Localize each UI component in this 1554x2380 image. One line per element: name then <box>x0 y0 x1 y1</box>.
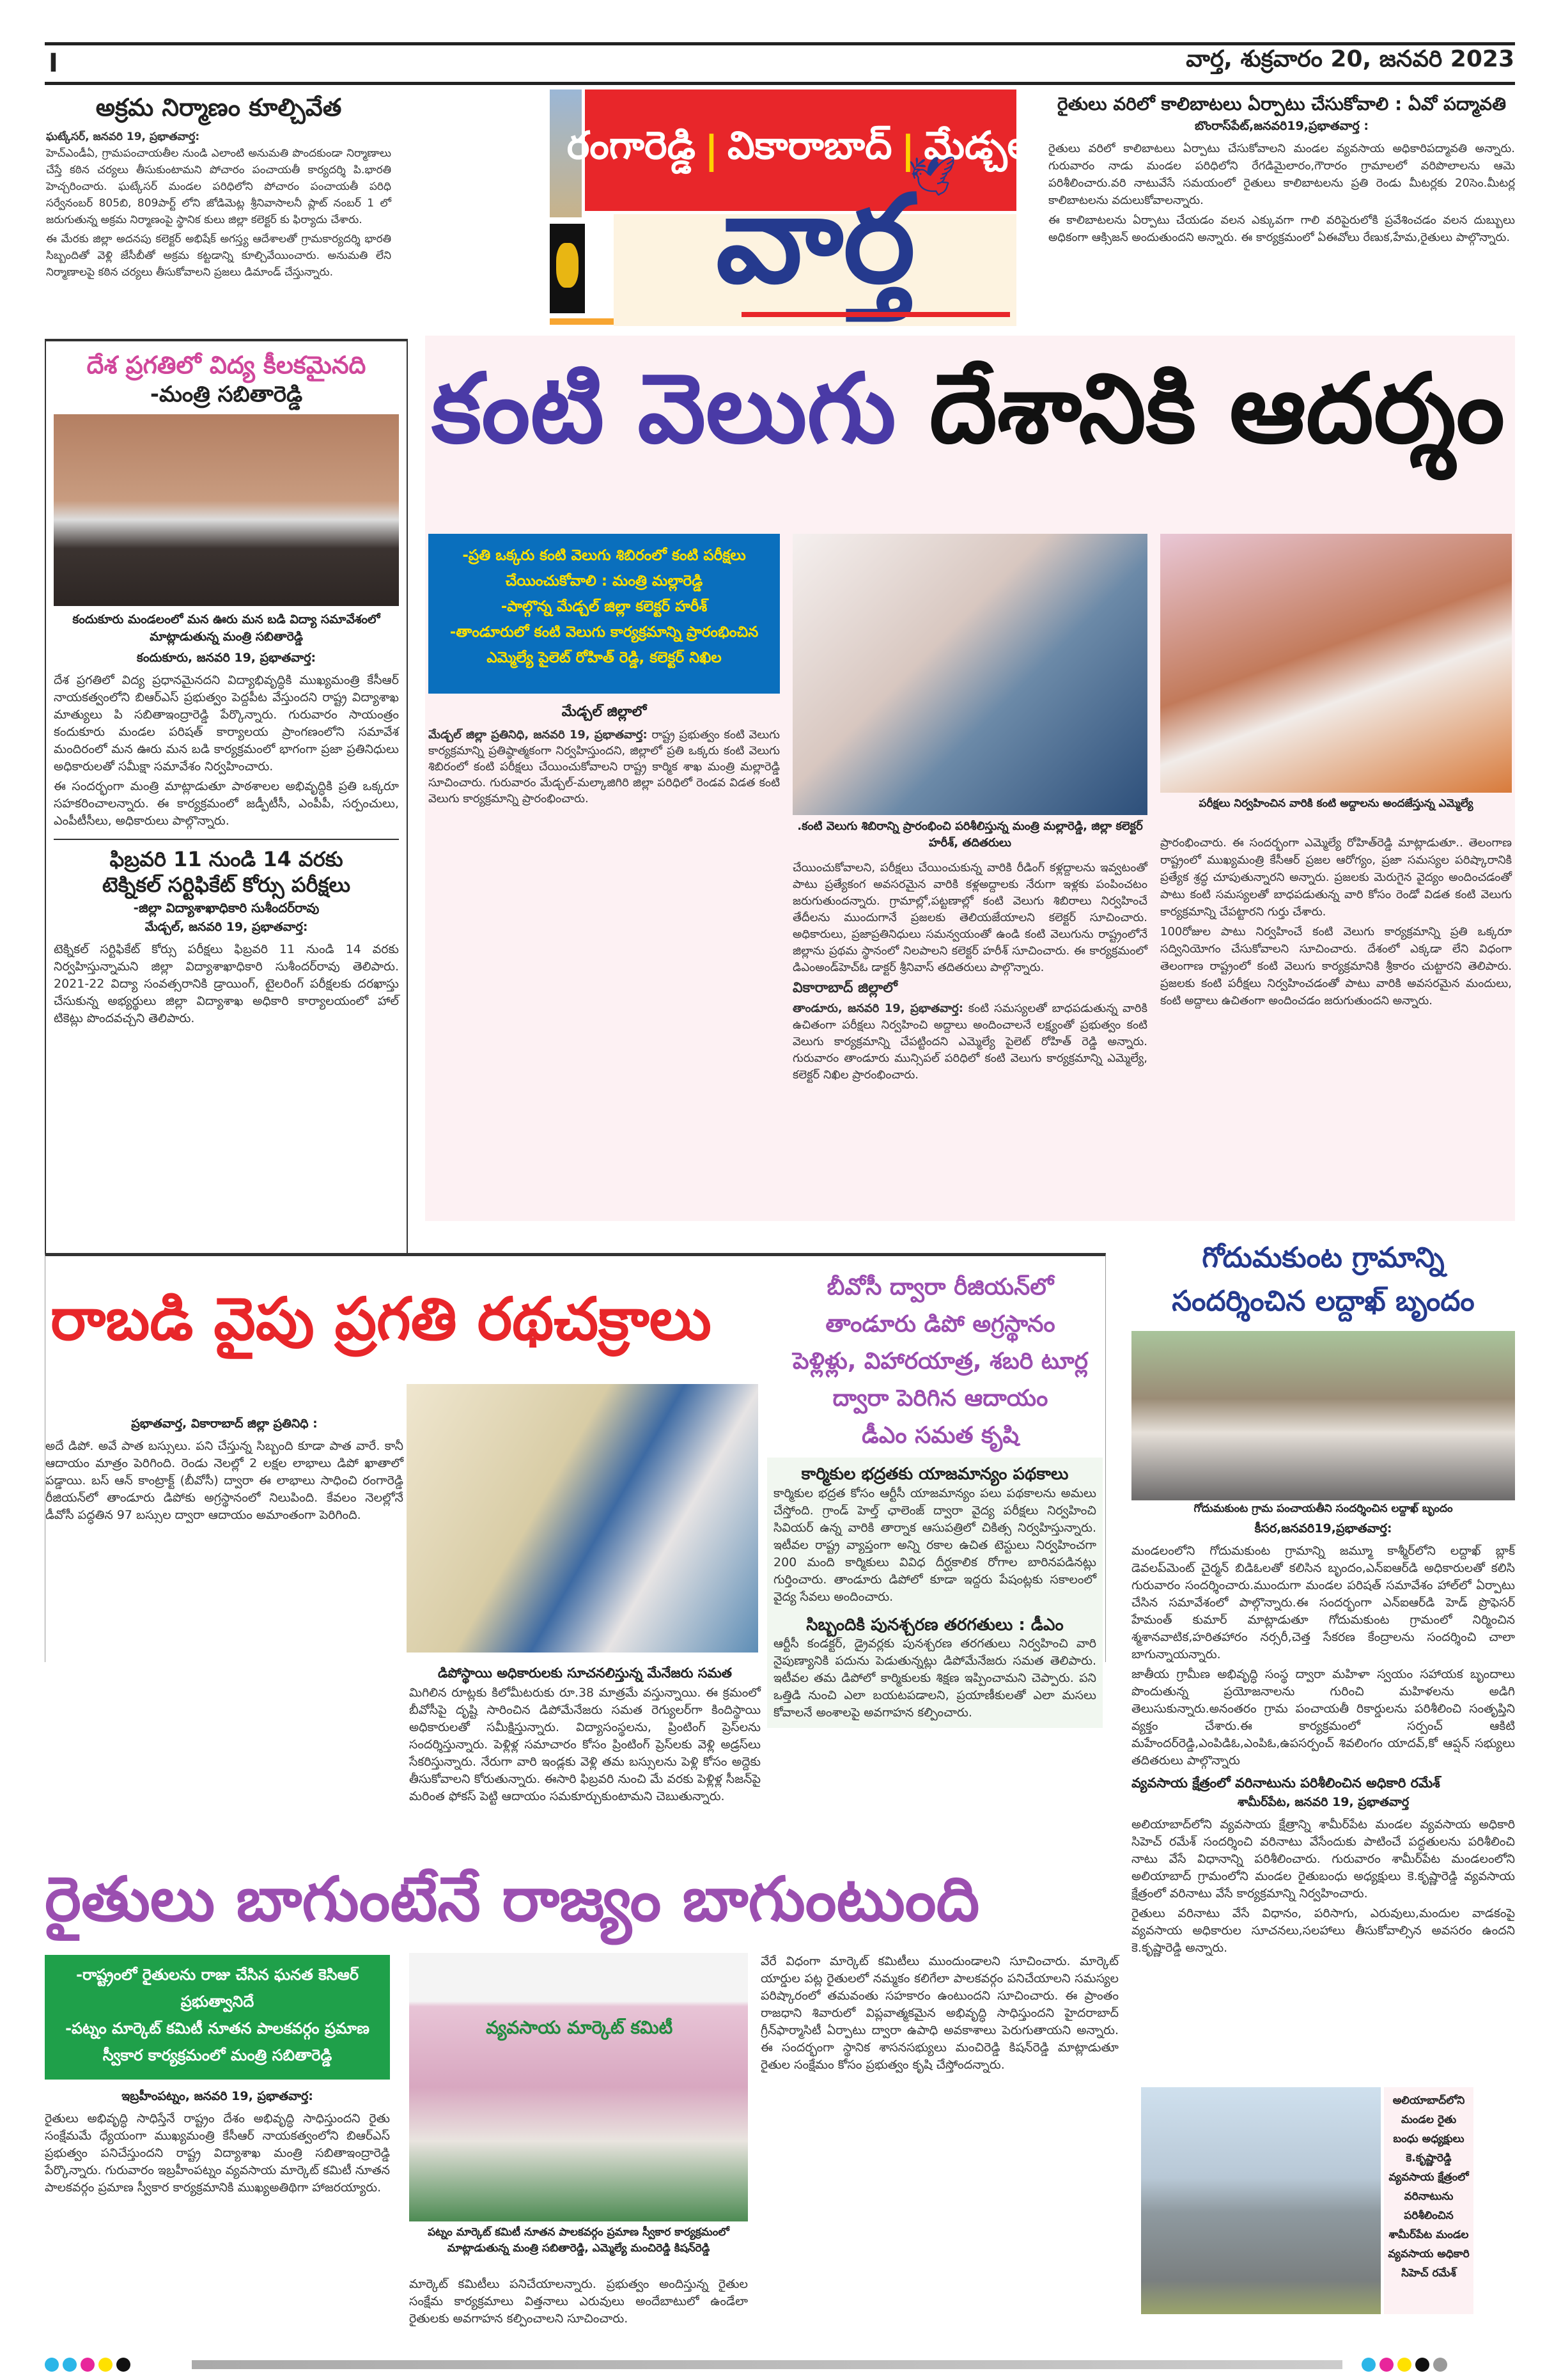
highlights: బీవోసీ ద్వారా రీజియన్‌లో తాండూరు డిపో అగ్రస్థానం పెళ్లిళ్లు, విహారయాత్ర, శబరి టూర్ల ద్వారా పెరిగిన ఆదాయం డీఎం సమత కృషి <box>792 1274 1089 1449</box>
story-para: ఈ కాలిబాటలను ఏర్పాటు చేయడం వలన ఎక్కువగా గాలి వరిపైరులోకి ప్రవేశించడం వలన దుబ్బులు అధికంగా ఆక్సిజన్ అందుతుందని అన్నారు. ఈ కార్యక్రమంలో ఏఈవోలు రేణుక,హేమ,రైతులు పాల్గొన్నారు. <box>1048 214 1515 244</box>
highlights-box: -రాష్ట్రంలో రైతులను రాజు చేసిన ఘనత కెసిఆర్ ప్రభుత్వానిదే -పట్నం మార్కెట్ కమిటీ నూతన పాలకవర్గం ప్రమాణ స్వీకార కార్యక్రమంలో మంత్రి సబితారెడ్డి <box>45 1955 390 2080</box>
story-title: రైతులు వరిలో కాలిబాటలు ఏర్పాటు చేసుకోవాలి : ఏవో పద్మావతి <box>1057 93 1506 114</box>
story-para: మండలంలోని గోదుమకుంట గ్రామాన్ని జమ్మూ కాశ్మీర్‌లోని లద్దాఖ్ బ్లాక్ డెవలప్‌మెంట్ చైర్మన్ బిడిఓలతో కలిసిన బృందం,ఎన్ఐఆర్‌డి అధికారులతో కలిసి గురువారం సందర్శించారు.ముందుగా మండల పరిషత్ సమావేశం హాల్‌లో ఏర్పాటు చేసిన సమావేశంలో పాల్గొన్నారు.ఈ సందర్భంగా ఎన్ఐఆర్‌డి హెడ్ ప్రొఫెసర్ హేమంత్ కుమార్ మాట్లాడుతూ గోదుమకుంట గ్రామంలో నిర్మించిన శ్మశానవాటిక,హరితహారం నర్సరీ,చెత్త సేకరణ కేంద్రాలను సందర్శించి చాలా బాగున్నాయన్నారు. <box>1131 1544 1515 1661</box>
depot-photo <box>407 1384 758 1653</box>
story-exams <box>54 839 399 1027</box>
deity-photo <box>550 224 585 313</box>
meeting-photo <box>54 414 399 606</box>
paddy-photo <box>1141 2087 1381 2314</box>
story-title: అక్రమ నిర్మాణం కూల్చివేత <box>95 93 342 121</box>
story-para: చేయించుకోవాలని, పరీక్షలు చేయించుకున్న వారికి రీడింగ్ కళ్లద్దాలను ఇవ్వటంతో పాటు ప్రత్యేకంగ అవసరమైన వారికి కళ్లఅద్దాలకు నేరుగా ఇళ్లకు పంపించటం జరుగుతుందన్నారు. గ్రామాల్లో,పట్టణాల్లో కంటి వెలుగు శిబిరాలు నిర్వహించే తేదీలను ముందుగానే ప్రజలకు తెలియజేయాలని కలెక్టర్ సూచించారు. అధికారులు, ప్రజాప్రతినిధులు సమన్వయంతో ఉండి కంటి వెలుగును రాష్ట్రంలోనే జిల్లాను ప్రథమ స్థానంలో నిలపాలని కలెక్టర్ హరీశ్ సూచించారు. ఈ కార్యక్రమంలో డిఎంఅండ్‌హెచ్ఓ డాక్టర్ శ్రీనివాస్ తదితరులు పాల్గొన్నారు. <box>793 861 1147 974</box>
vaartha-logo: వార్త <box>716 169 915 310</box>
story-dateline: ప్రభాతవార్త, వికారాబాద్ జిల్లా ప్రతినిధి : <box>131 1417 318 1431</box>
story-para: కార్మికుల భద్రత కోసం ఆర్టీసీ యాజమాన్యం పలు పథకాలను అమలు చేస్తోంది. గ్రాండ్ హెల్త్ ఛాలెంజ్ ద్వారా వైద్య పరీక్షలు నిర్వహించి సివియర్ ఉన్న వారికి తార్నాక ఆసుపత్రిలో చికిత్స నిర్వహిస్తున్నారు. ఇటీవల రాష్ట్ర వ్యాప్తంగా అన్ని రకాల ఉచిత టెస్టులు నిర్వహించగా 200 మంది కార్మికులు వివిధ దీర్ఘకాలిక రోగాల బారినపడినట్లు గుర్తించారు. తాండూరు డిపోలో కూడా ఇద్దరు పేషంట్లకు సకాలంలో వైద్య సేవలు అందించారు. <box>773 1486 1096 1604</box>
section-label: మేడ్చల్ జిల్లాలో <box>561 704 647 720</box>
story-para: ప్రారంభించారు. ఈ సందర్భంగా ఎమ్మెల్యే రోహిత్‌రెడ్డి మాట్లాడుతూ.. తెలంగాణ రాష్ట్రంలో ముఖ్యమంత్రి కేసీఆర్ ప్రజల ఆరోగ్యం, ప్రజా సమస్యల పరిష్కారానికి ప్రత్యేక శ్రద్ధ చూపుతున్నారని అన్నారు. ప్రజలకు మెరుగైన వైద్యం అందించడంతో పాటు కంటి సమస్యలతో బాధపడుతున్న వారి కోసం రెండో విడత కంటి వెలుగు కార్యక్రమాన్ని చేపట్టారని గుర్తు చేశారు. <box>1160 836 1512 919</box>
story-para: అలియాబాద్‌లోని వ్యవసాయ క్షేత్రాన్ని శామీర్‌పేట మండల వ్యవసాయ అధికారి సిహెచ్ రమేశ్ సందర్శించి వరినాటు వేసేందుకు పాటించే పద్ధతులను పరిశీలించి నాటు వేసే విధానాన్ని పరిశీలించారు. గురువారం శామీర్‌పేట మండలంలోని అలియాబాద్ గ్రామంలోని మండల రైతుబంధు అధ్యక్షులు కె.కృష్ణారెడ్డి వ్యవసాయ క్షేత్రంలో వరినాటు వేసే కార్యక్రమాన్ని నిర్వహించారు. <box>1131 1817 1515 1901</box>
story-title: గోదుమకుంట గ్రామాన్ని సందర్శించిన లద్దాఖ్ బృందం <box>1172 1241 1475 1318</box>
story-para: మార్కెట్ కమిటీలు పనిచేయాలన్నారు. ప్రభుత్వం అందిస్తున్న రైతుల సంక్షేమ కార్యక్రమాలు విత్తనాలు ఎరువులు అందేబాటులో ఉండేలా రైతులకు అవగాహన కల్పించాలని సూచించారు. <box>409 2277 748 2326</box>
photo-caption: పట్నం మార్కెట్ కమిటీ నూతన పాలకవర్గం ప్రమాణ స్వీకార కార్యక్రమంలో మాట్లాడుతున్న మంత్రి సబితారెడ్డి, ఎమ్మెల్యే మంచిరెడ్డి కిషన్‌రెడ్డి <box>428 2226 729 2255</box>
story-para: ఈ సందర్భంగా మంత్రి మాట్లాడుతూ పాఠశాలల అభివృద్ధికి ప్రతి ఒక్కరూ సహకరించాలన్నారు. ఈ కార్యక్రమంలో జడ్పీటీసీ, ఎంపీపీ, సర్పంచులు, ఎంపీటీసీలు, అధికారులు పాల్గొన్నారు. <box>54 779 399 828</box>
district-vikarabad: వికారాబాద్ <box>727 123 892 168</box>
story-para: జాతీయ గ్రామీణ అభివృద్ధి సంస్థ ద్వారా మహిళా స్వయం సహాయక బృందాలు పొందుతున్న ప్రయోజనాలను గురించి మహిళలను అడిగి తెలుసుకున్నారు.అనంతరం గ్రామ పంచాయతీ రికార్డులను పరిశీలించి సంతృప్తిని వ్యక్తం చేశారు.ఈ కార్యక్రమంలో సర్పంచ్ ఆకిటి మహేందర్‌రెడ్డి,ఎంపిడిఓ,ఎంపిఓ,ఉపసర్పంచ్ శివలింగం యాదవ్,కో ఆప్షన్ సభ్యులు తదితరులు పాల్గొన్నారు <box>1131 1667 1515 1768</box>
story-dateline: బొంరాస్‌పేట్,జనవరి19,ప్రభాతవార్త : <box>1195 119 1369 133</box>
district-banner: రంగారెడ్డి | వికారాబాద్ | మేడ్చల్ <box>585 89 1016 211</box>
photo-caption: డిపోస్థాయి అధికారులకు సూచనలిస్తున్న మేనేజరు సమత <box>437 1665 732 1681</box>
header-rule-bottom <box>45 82 1515 85</box>
kanti-photo-2 <box>1160 534 1512 793</box>
photo-caption: .కంటి వెలుగు శిబిరాన్ని ప్రారంభించి పరిశీలిస్తున్న మంత్రి మల్లారెడ్డి, జిల్లా కలెక్టర్ హరీశ్, తదితరులు <box>797 820 1143 850</box>
ladakh-photo <box>1131 1331 1515 1500</box>
story-para: టెక్నికల్ సర్టిఫికేట్ కోర్సు పరీక్షలు ఫిబ్రవరి 11 నుండి 14 వరకు నిర్వహిస్తున్నామని జిల్లా విద్యాశాఖాధికారి సుశీందర్‌రావు తెలిపారు. 2021-22 విద్యా సంవత్సరానికి డ్రాయింగ్, టైలరింగ్ పరీక్షలకు దరఖాస్తు చేసుకున్న అభ్యర్థులు జిల్లా విద్యాశాఖ అధికారి కార్యాలయంలో హాల్ టికెట్లు పొందవచ్చని తెలిపారు. <box>54 942 399 1025</box>
story-ladakh <box>1131 1227 1515 1959</box>
story-education <box>45 339 408 1256</box>
story-para: రాష్ట్ర ప్రభుత్వం కంటి వెలుగు కార్యక్రమాన్ని ప్రతిష్ఠాత్మకంగా నిర్వహిస్తుందని, జిల్లాలో ప్రతి ఒక్కరు కంటి వెలుగు శిబిరంలో కంటి పరీక్షలు చేయించుకోవాలని రాష్ట్ర కార్మిక శాఖ మంత్రి మల్లారెడ్డి సూచించారు. గురువారం మేడ్చల్-మల్కాజిగిరి జిల్లా పరిధిలో రెండవ విడత కంటి వెలుగు కార్యక్రమాన్ని ప్రారంభించారు. <box>428 728 780 805</box>
story-para: మిగిలిన రూట్లకు కిలోమీటరుకు రూ.38 మాత్రమే వస్తున్నాయి. ఈ క్రమంలో బీవోసీపై దృష్టి సారించిన డిపోమేనేజరు సమత రెగ్యులర్‌గా కిందిస్థాయి అధికారులతో సమీక్షిస్తున్నారు. విద్యాసంస్థలను, ప్రింటింగ్ ప్రెస్‌లను సందర్శిస్తున్నారు. పెళ్లిళ్ల సమాచారం కోసం ప్రింటింగ్ ప్రెస్‌లకు వెళ్లి అడ్రస్‌లు సేకరిస్తున్నారు. నేరుగా వారి ఇండ్లకు వెళ్లి తమ బస్సులను పెళ్లి కోసం అద్దెకు తీసుకోవాలని కోరుతున్నారు. ఈసారి ఫిబ్రవరి నుంచి మే వరకు పెళ్లిళ్ల సీజన్‌పై మరింత ఫోకస్ పెట్టి ఆదాయం సమకూర్చుకుంటామని చెబుతున్నారు. <box>409 1686 761 1803</box>
dateline-header: వార్త, శుక్రవారం 20, జనవరి 2023 <box>1186 46 1514 72</box>
masthead <box>550 89 1035 326</box>
sub-title: కార్మికుల భద్రతకు యాజమాన్యం పథకాలు <box>801 1465 1069 1484</box>
section-label: వికారాబాద్ జిల్లాలో <box>793 980 897 996</box>
story-demolition <box>46 93 391 283</box>
story-title: దేశ ప్రగతిలో విద్య కీలకమైనది <box>86 351 366 379</box>
sub-title: సిబ్బందికి పునశ్చరణ తరగతులు : డీఎం <box>806 1615 1064 1635</box>
story-dateline: ఇబ్రహీంపట్నం, జనవరి 19, ప్రభాతవార్త: <box>121 2089 313 2103</box>
story-para: రైతులు వరిలో కాలిబాటలు ఏర్పాటు చేసుకోవాలని మండల వ్యవసాయ అధికారిపద్మావతి అన్నారు. గురువారం నాడు మండల పరిధిలోని రేగడిమైలారం,గౌరారం గ్రామాలలో వరిపొలాలను ఆమె పరిశీలించారు.వరి నాటువేసే సమయంలో రైతులు కాలిబాటలను ప్రతి రెండు మీటర్లకు 20సెం.మీటర్ల కాలిబాటలను వదులుకోవాలన్నారు. <box>1048 142 1515 207</box>
headline: రాబడి వైపు ప్రగతి రథచక్రాలు <box>51 1285 711 1353</box>
district-medchal: మేడ్చల్ <box>924 123 1035 168</box>
page-marker: I <box>49 49 58 78</box>
highlights-box: -ప్రతి ఒక్కరు కంటి వెలుగు శిబిరంలో కంటి పరీక్షలు చేయించుకోవాలి : మంత్రి మల్లారెడ్డి -పాల్గొన్న మేడ్చల్ జిల్లా కలెక్టర్ హరీశ్ -తాండూరులో కంటి వెలుగు కార్యక్రమాన్ని ప్రారంభించిన ఎమ్మెల్యే పైలెట్ రోహిత్ రెడ్డి, కలెక్టర్ నిఖిల <box>428 534 780 694</box>
story-dateline: మేడ్చల్, జనవరి 19, ప్రభాతవార్త: <box>144 920 308 934</box>
story-title: టెక్నికల్ సర్టిఫికేట్ కోర్సు పరీక్షలు <box>102 873 351 897</box>
dove-icon: 🕊 <box>908 154 957 199</box>
photo-caption: అలియాబాద్‌లోని మండల రైతు బంధు అధ్యక్షులు కె.కృష్ణారెడ్డి వ్యవసాయ క్షేత్రంలో వరినాటును పరిశీలించిన శామీర్‌పేట మండల వ్యవసాయ అధికారి సిహెచ్ రమేశ్ <box>1384 2087 1473 2314</box>
story-para: వేరే విధంగా మార్కెట్ కమిటీలు ముందుండాలని సూచించారు. మార్కెట్ యార్డుల పట్ల రైతులలో నమ్మకం కలిగేలా పాలకవర్గం పనిచేయాలని సమస్యల పరిష్కారంలో తమవంతు సహకారం ఉంటుందని సూచించారు. ఈ ప్రాంతం రాజధాని శివారులో విప్లవాత్మకమైన అభివృద్ధి సాధిస్తుందని హైదరాబాద్ గ్రీన్‌ఫార్మాసిటీ ఏర్పాటు ద్వారా ఉపాధి అవకాశాలు పెరుగుతాయని అన్నారు. ఈ సందర్భంగా స్థానిక శాసనసభ్యులు మంచిరెడ్డి కిషన్‌రెడ్డి మాట్లాడుతూ రైతుల సంక్షేమం కోసం ప్రభుత్వం కృషి చేస్తోందన్నారు. <box>761 1954 1119 2072</box>
story-kanti-velugu: కంటి వెలుగు దేశానికి ఆదర్శం -ప్రతి ఒక్కరు కంటి వెలుగు శిబిరంలో కంటి పరీక్షలు చేయించుకోవాలి : మంత్రి మల్లారెడ్డి -పాల్గొన్న మేడ్చల్ జిల్లా కలెక్టర్ హరీశ్ -తాండూరులో కంటి వెలుగు కార్యక్రమాన్ని ప్రారంభించిన ఎమ్మెల్యే పైలెట్ రోహిత్ రెడ్డి, కలెక్టర్ నిఖిల మేడ్చల్ జిల్లాలో మేడ్చల్ జిల్లా ప్రతినిధి, జనవరి 19, ప్రభాతవార్త: రాష్ట్ర ప్రభుత్వం కంటి వెలుగు కార్యక్రమాన్ని ప్రతిష్ఠాత్మకంగా నిర్వహిస్తుందని, జిల్లాలో ప్రతి ఒక్కరు కంటి వెలుగు శిబిరంలో కంటి పరీక్షలు చేయించుకోవాలని రాష్ట్ర కార్మిక శాఖ మంత్రి మల్లారెడ్డి సూచించారు. గురువారం మేడ్చల్-మల్కాజిగిరి జిల్లా పరిధిలో రెండవ విడత కంటి వెలుగు కార్యక్రమాన్ని ప్రారంభించారు. .కంటి వెలుగు శిబిరాన్ని ప్రారంభించి పరిశీలిస్తున్న మంత్రి మల్లారెడ్డి, జిల్లా కలెక్టర్ హరీశ్, తదితరులు పరీక్షలు నిర్వహించిన వారికి కంటి అద్దాలను అందజేస్తున్న ఎమ్మెల్యే చేయించుకోవాలని, పరీక్షలు చేయించుకున్న వారికి రీడింగ్ కళ్లద్దాలను ఇవ్వటంతో పాటు ప్రత్యేకంగ అవసరమైన వారికి కళ్లఅద్దాలకు నేరుగా ఇళ్లకు పంపించటం జరుగుతుందన్నారు. గ్రామాల్లో,పట్టణాల్లో కంటి వెలుగు శిబిరాలు నిర్వహించే తేదీలను ముందుగానే ప్రజలకు తెలియజేయాలని కలెక్టర్ సూచించారు. అధికారులు, ప్రజాప్రతినిధులు సమన్వయంతో ఉండి కంటి వెలుగును రాష్ట్రంలోనే జిల్లాను ప్రథమ స్థానంలో నిలపాలని కలెక్టర్ హరీశ్ సూచించారు. ఈ కార్యక్రమంలో డిఎంఅండ్‌హెచ్ఓ డాక్టర్ శ్రీనివాస్ తదితరులు పాల్గొన్నారు. వికారాబాద్ జిల్లాలో తాండూరు, జనవరి 19, ప్రభాతవార్త: కంటి సమస్యలతో బాధపడుతున్న వారికి ఉచితంగా పరీక్షలు నిర్వహించి అద్దాలు అందించాలనే లక్ష్యంతో ప్రభుత్వం కంటి వెలుగు కార్యక్రమాన్ని చేపట్టిందని ఎమ్మెల్యే పైలెట్ రోహిత్ రెడ్డి అన్నారు. గురువారం తాండూరు మున్సిపల్ పరిధిలో కంటి వెలుగు కార్యక్రమాన్ని ఎమ్మెల్యే, కలెక్టర్ నిఖిల ప్రారంభించారు. ప్రారంభించారు. ఈ సందర్భంగా ఎమ్మెల్యే రోహిత్‌రెడ్డి మాట్లాడుతూ.. తెలంగాణ రాష్ట్రంలో ముఖ్యమంత్రి కేసీఆర్ ప్రజల ఆరోగ్యం, ప్రజా సమస్యల పరిష్కారానికి ప్రత్యేక శ్రద్ధ చూపుతున్నారని అన్నారు. ప్రజలకు మెరుగైన వైద్యం అందించడంతో పాటు కంటి సమస్యలతో బాధపడుతున్న వారి కోసం రెండో విడత కంటి వెలుగు కార్యక్రమాన్ని చేపట్టారని గుర్తు చేశారు. 100రోజుల పాటు నిర్వహించే కంటి వెలుగు కార్యక్రమాన్ని ప్రతి ఒక్కరూ సద్వినియోగం చేసుకోవాలని సూచించారు. దేశంలో ఎక్కడా లేని విధంగా తెలంగాణ రాష్ట్రంలో కంటి వెలుగు కార్యక్రమానికి శ్రీకారం చుట్టారని తెలిపారు. ప్రజలకు కంటి పరీక్షలు నిర్వహించడంతో పాటు వారికి అవసరమైన మందులు, కంటి అద్దాలు ఉచితంగా అందించడం జరుగుతుందని అన్నారు. <box>425 336 1515 1221</box>
registration-marks-left <box>45 2358 134 2374</box>
story-para: ఆర్టీసీ కండక్టర్, డ్రైవర్లకు పునశ్చరణ తరగతులు నిర్వహించి వారి నైపుణ్యానికి పదును పెడుతున్నట్లు డిపోమేనేజరు సమత తెలిపారు. ఇటీవల తమ డిపోలో కార్మికులకు శిక్షణ ఇప్పించామని చెప్పారు. పని ఒత్తిడి నుంచి ఎలా బయటపడాలని, ప్రయాణీకులతో ఎలా మసలు కోవాలనే అంశాలపై అవగాహన కల్పించారు. <box>773 1637 1096 1720</box>
story-title: ఫిబ్రవరి 11 నుండి 14 వరకు <box>109 847 343 871</box>
district-rangareddy: రంగారెడ్డి <box>566 123 696 168</box>
kanti-photo-1 <box>793 534 1147 815</box>
story-field-paths <box>1048 93 1515 249</box>
story-para: ఈ మేరకు జిల్లా అదనపు కలెక్టర్ అభిషేక్ అగస్త్య ఆదేశాలతో గ్రామకార్యదర్శి భారతి సిబ్బందితో వెళ్లి జేసీబీతో అక్రమ కట్టడాన్ని కూల్చివేయించారు. అనుమతి లేని నిర్మాణాలపై కఠిన చర్యలు తీసుకోవాలని ప్రజలు డిమాండ్ చేస్తున్నారు. <box>46 232 391 279</box>
story-para: అదే డిపో. అవే పాత బస్సులు. పని చేస్తున్న సిబ్బంది కూడా పాత వారే. కానీ ఆదాయం మాత్రం పెరిగింది. రెండు నెలల్లో 2 లక్షల లాభాలు డిపో ఖాతాలో పడ్డాయి. బస్ ఆన్ కాంట్రాక్ట్ (బీవోసీ) ద్వారా ఈ లాభాలు సాధించి రంగారెడ్డి రీజియన్‌లో తాండూరు డిపోకు అగ్రస్థానంలో నిలుపింది. కేవలం నెలల్లోనే డీవోసీ పద్ధతిన 97 బస్సుల ద్వారా ఆదాయం అమాంతంగా పెరిగింది. <box>45 1439 403 1522</box>
photo-caption: గోదుమకుంట గ్రామ పంచాయతీని సందర్శించిన లద్దాఖ్ బృందం <box>1193 1502 1453 1515</box>
headline: రైతులు బాగుంటేనే రాజ్యం బాగుంటుంది <box>45 1863 980 1935</box>
story-dateline: కీసర,జనవరి19,ప్రభాతవార్త: <box>1254 1521 1392 1536</box>
header-rule-top <box>45 42 1515 45</box>
story-para: రైతులు వరినాటు వేసే విధానం, పరిసాగు, ఎరువులు,మందుల వాడకంపై వ్యవసాయ అధికారుల సూచనలు,సలహాలు తీసుకోవాల్సిన అవసరం ఉందని కె.కృష్ణారెడ్డి అన్నారు. <box>1131 1906 1515 1956</box>
story-para: రైతులు అభివృద్ధి సాధిస్తేనే రాష్ట్రం దేశం అభివృద్ధి సాధిస్తుందని రైతు సంక్షేమమే ధ్యేయంగా ముఖ్యమంత్రి కేసీఆర్ నాయకత్వంలోని బిఆర్ఎస్ ప్రభుత్వం పనిచేస్తుందని రాష్ట్ర విద్యాశాఖ మంత్రి సబితాఇంద్రారెడ్డి పేర్కొన్నారు. గురువారం ఇబ్రహీంపట్నం వ్యవసాయ మార్కెట్ కమిటీ నూతన పాలకవర్గం ప్రమాణ స్వీకార కార్యక్రమానికి ముఖ్యఅతిథిగా హాజరయ్యారు. <box>45 2112 390 2195</box>
story-para: హెచ్ఎండీఏ, గ్రామపంచాయతీల నుండి ఎలాంటి అనుమతి పొందకుండా నిర్మాణాలు చేస్తే కఠిన చర్యలు తీసుకుంటామని పోచారం పంచాయతీ కార్యదర్శి పి.భారతి హెచ్చరించారు. ఘట్కేసర్ మండల పరిధిలోని పోచారం పంచాయతీ పరిధి సర్వేనంబర్ 805బి, 809పార్ట్ లోని జోడిమెట్ల శ్రీనివాసాలనీ ప్లాట్ నంబర్ 1 లో జరుగుతున్న అక్రమ నిర్మాణంపై స్థానిక కులు జిల్లా కలెక్టర్ కు ఫిర్యాదు చేశారు. <box>46 146 391 226</box>
story-subtitle: -జిల్లా విద్యాశాఖాధికారి సుశీందర్‌రావు <box>133 900 320 915</box>
story-subtitle: -మంత్రి సబితారెడ్డి <box>150 381 303 407</box>
story-para: కంటి సమస్యలతో బాధపడుతున్న వారికి ఉచితంగా పరీక్షలు నిర్వహించి అద్దాలు అందించాలనే లక్ష్యంతో ప్రభుత్వం కంటి వెలుగు కార్యక్రమాన్ని చేపట్టిందని ఎమ్మెల్యే పైలెట్ రోహిత్ రెడ్డి అన్నారు. గురువారం తాండూరు మున్సిపల్ పరిధిలో కంటి వెలుగు కార్యక్రమాన్ని ఎమ్మెల్యే, కలెక్టర్ నిఖిల ప్రారంభించారు. <box>793 1002 1147 1082</box>
story-para: 100రోజుల పాటు నిర్వహించే కంటి వెలుగు కార్యక్రమాన్ని ప్రతి ఒక్కరూ సద్వినియోగం చేసుకోవాలని సూచించారు. దేశంలో ఎక్కడా లేని విధంగా తెలంగాణ రాష్ట్రంలో కంటి వెలుగు కార్యక్రమానికి శ్రీకారం చుట్టారని తెలిపారు. ప్రజలకు కంటి పరీక్షలు నిర్వహించడంతో పాటు వారికి అవసరమైన మందులు, కంటి అద్దాలు ఉచితంగా అందించడం జరుగుతుందని అన్నారు. <box>1160 925 1512 1007</box>
story-para: దేశ ప్రగతిలో విద్య ప్రధానమైనదని విద్యాభివృద్ధికి ముఖ్యమంత్రి కేసీఆర్ నాయకత్వంలోని బిఆర్ఎస్ ప్రభుత్వం పెద్దపీట వేస్తుందని రాష్ట్ర విద్యాశాఖ మాత్యులు పి సబితాఇంద్రారెడ్డి పేర్కొన్నారు. గురువారం సాయంత్రం కందుకూరు మండల పరిషత్ కార్యాలయ ప్రాంగణంలోని సమావేశ మందిరంలో మన ఊరు మన బడి కార్యక్రమంలో భాగంగా ప్రజా ప్రతినిధులు అధికారులతో సమీక్షా సమావేశం నిర్వహించారు. <box>54 673 399 774</box>
photo-caption: కందుకూరు మండలంలో మన ఊరు మన బడి విద్యా సమావేశంలో మాట్లాడుతున్న మంత్రి సబితారెడ్డి <box>72 612 380 644</box>
story-dateline: ఘట్కేసర్, జనవరి 19, ప్రభాతవార్త: <box>46 130 200 143</box>
story-dateline: శామీర్‌పేట, జనవరి 19, ప్రభాతవార్త <box>1237 1795 1410 1810</box>
sidebar-rtc <box>767 1458 1103 1728</box>
registration-marks-right <box>1362 2358 1451 2374</box>
headline: కంటి వెలుగు దేశానికి ఆదర్శం <box>431 354 1505 465</box>
story-title: వ్యవసాయ క్షేత్రంలో వరినాటును పరిశీలించిన అధికారి రమేశ్ <box>1131 1775 1440 1791</box>
story-dateline: కందుకూరు, జనవరి 19, ప్రభాతవార్త: <box>136 651 316 665</box>
market-photo: వ్యవసాయ మార్కెట్ కమిటీ <box>409 1953 748 2221</box>
photo-caption: పరీక్షలు నిర్వహించిన వారికి కంటి అద్దాలను అందజేస్తున్న ఎమ్మెల్యే <box>1199 797 1473 810</box>
